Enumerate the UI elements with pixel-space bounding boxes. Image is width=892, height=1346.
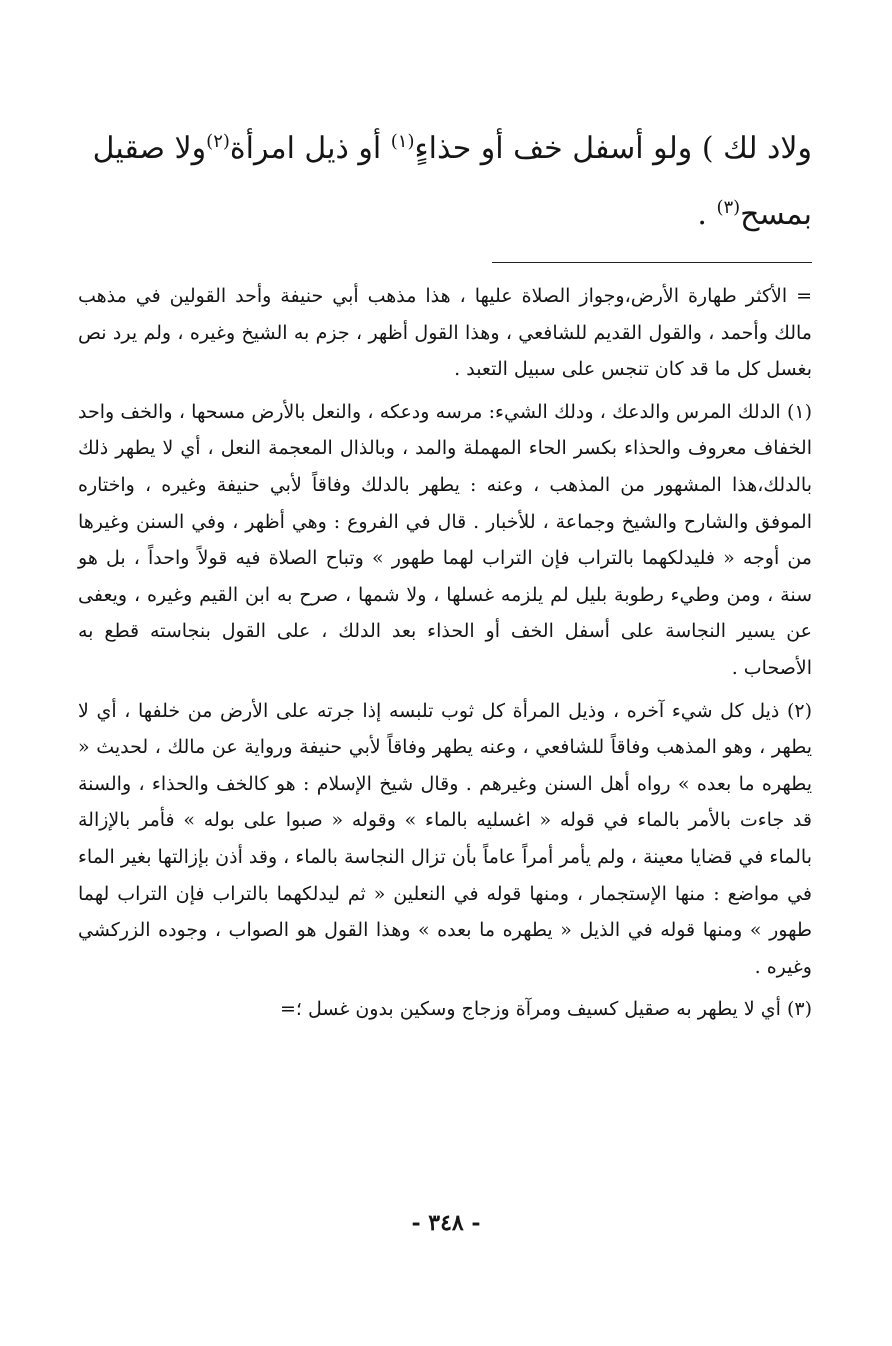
main-text-segment: ولا صقيل <box>92 131 207 166</box>
footnote-separator <box>492 262 812 263</box>
main-text <box>78 116 812 248</box>
footnote-2: (٢) ذيل كل شيء آخره ، وذيل المرأة كل ثوب تلبسه إذا جرته على الأرض من خلفها ، أي لا يطهر ، وهو المذهب وفاقاً للشافعي ، وعنه يطهر وفاقاً لأبي حنيفة ورواية عن مالك ، لحديث « يطهره ما بعده » رواه أهل السنن وغيرهم . وقال شيخ الإسلام : هو كالخف والحذاء ، والسنة قد جاءت بالأمر بالماء في قوله « اغسليه بالماء » وقوله « صبوا على بوله » فأمر بالإزالة بالماء في قضايا معينة ، ولم يأمر أمراً عاماً بأن تزال النجاسة بالماء ، وقد أذن بإزالتها بغير الماء في مواضع : منها الإستجمار ، ومنها قوله في النعلين « ثم ليدلكهما بالتراب فإن التراب لهما طهور » ومنها قوله في الذيل « يطهره ما بعده » وهذا القول هو الصواب ، وجوده الزركشي وغيره . <box>78 699 812 978</box>
main-text-segment: ولاد لك ) ولو أسفل خف أو حذاءٍ <box>414 131 812 166</box>
main-text-line-1 <box>78 116 812 182</box>
main-text-segment: . <box>697 197 717 232</box>
main-text-segment: أو ذيل امرأة <box>229 131 391 166</box>
page-number: - ٣٤٨ - <box>411 1210 481 1236</box>
footnote-marker-3: (٣) <box>716 197 741 218</box>
main-text-segment: بمسح <box>740 197 812 232</box>
footnote-1: (١) الدلك المرس والدعك ، ودلك الشيء: مرسه ودعكه ، والنعل بالأرض مسحها ، والخف واحد الخفاف معروف والحذاء بكسر الحاء المهملة والمد ، وبالذال المعجمة النعل ، أي لا يطهر ذلك بالدلك،هذا المشهور من المذهب ، وعنه : يطهر بالدلك وفاقاً لأبي حنيفة وغيره ، واختاره الموفق والشارح والشيخ وجماعة ، للأخبار . قال في الفروع : وهي أظهر ، وفي السنن وغيرها من أوجه « فليدلكهما بالتراب فإن التراب لهما طهور » وتباح الصلاة فيه قولاً واحداً ، بل هو سنة ، ومن وطيء رطوبة بليل لم يلزمه غسلها ، ولا شمها ، صرح به ابن القيم وغيره ، ويعفى عن يسير النجاسة على أسفل الخف أو الحذاء بعد الدلك ، على القول بنجاسته قطع به الأصحاب . <box>78 400 813 679</box>
footnote-marker-1: (١) <box>390 131 415 152</box>
footnote-continuation: = الأكثر طهارة الأرض،وجواز الصلاة عليها ، هذا مذهب أبي حنيفة وأحد القولين في مذهب مالك وأحمد ، والقول القديم للشافعي ، وهذا القول أظهر ، جزم به الشيخ وغيره ، ولم يرد نص بغسل كل ما قد كان تنجس على سبيل التعبد . <box>78 285 812 381</box>
footnote-marker-2: (٢) <box>206 131 230 152</box>
main-text-line-2 <box>78 182 812 248</box>
footnotes <box>78 278 812 1028</box>
footnote-3: (٣) أي لا يطهر به صقيل كسيف ومرآة وزجاج وسكين بدون غسل ؛= <box>280 998 812 1021</box>
